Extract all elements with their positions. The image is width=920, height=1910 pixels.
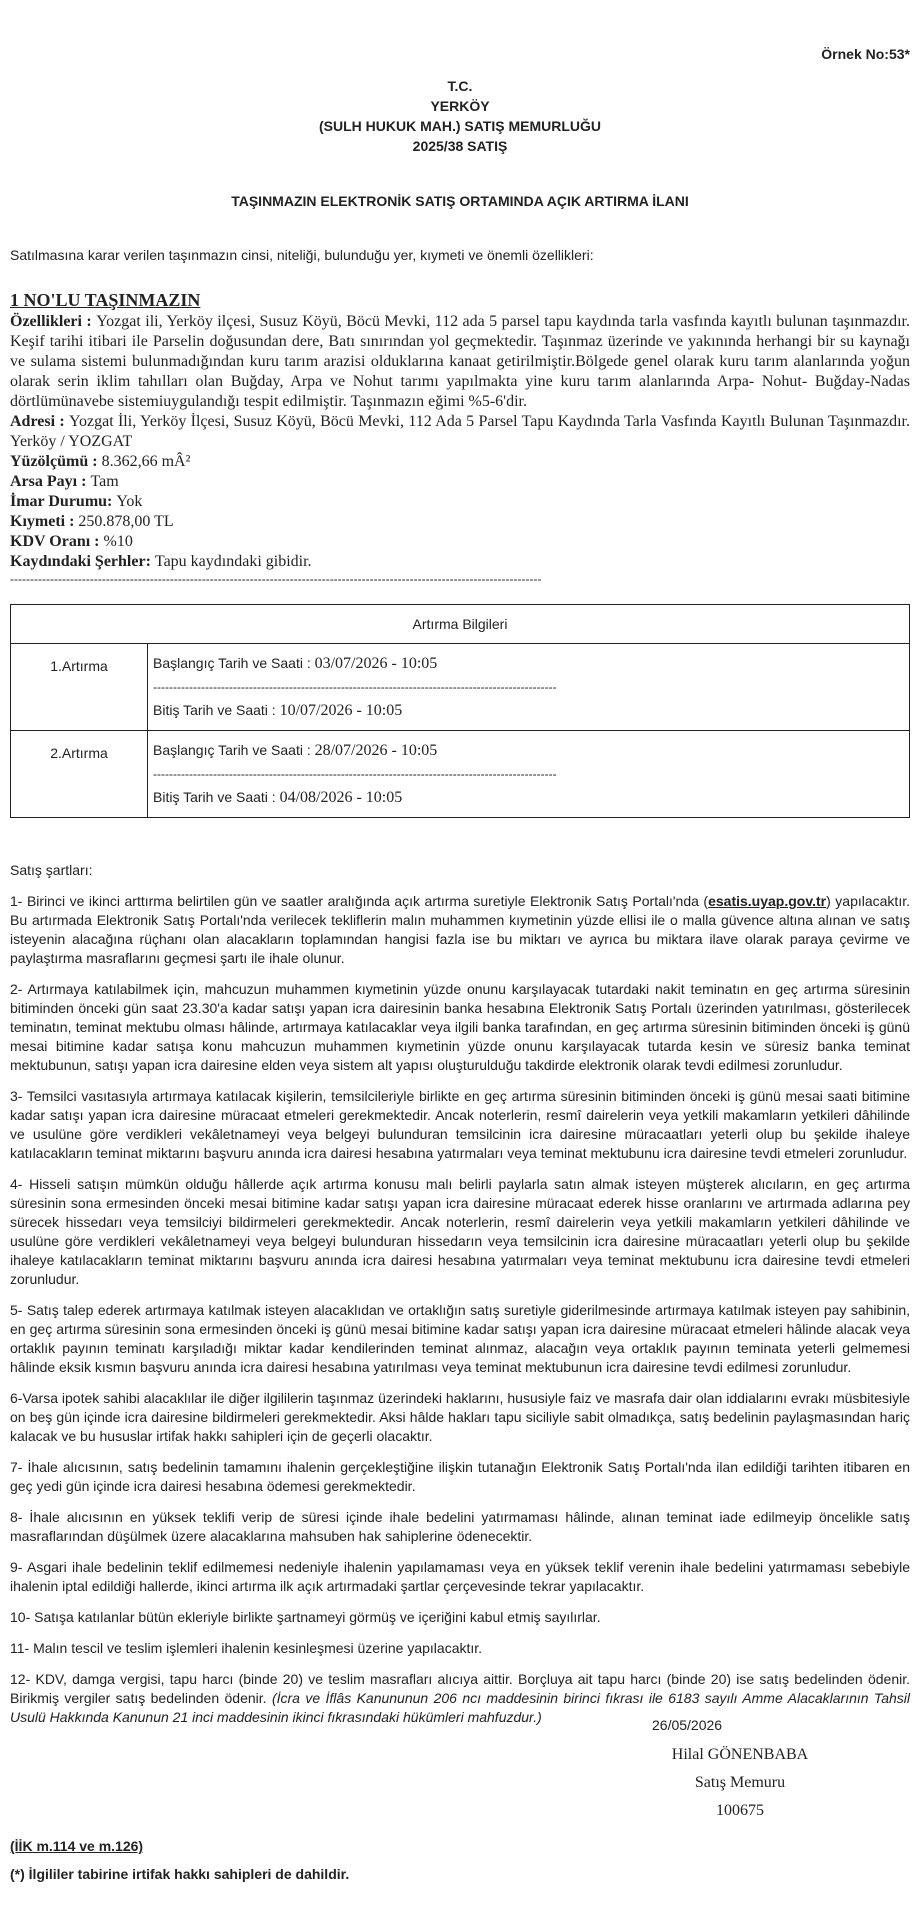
- zoning-label: İmar Durumu:: [10, 493, 117, 510]
- end-value: 10/07/2026 - 10:05: [279, 702, 403, 719]
- property-vat: [10, 532, 910, 552]
- auction-table: [10, 604, 910, 818]
- property-share: [10, 472, 910, 492]
- zoning-value: Yok: [116, 493, 143, 510]
- condition-4: 4- Hisseli satışın mümkün olduğu hâllerde açık artırma konusu malı belirli paylarla satın almak isteyen müşterek alıcıların, en geç artırma süresinin sona ermesinden önceki mesai bitimine kadar satışı yapan icra dairesine müracaat ederek hisse oranlarını ve artırmada adlarına pey sürecek hissedarı veya temsilciyi bildirmeleri gerekmektedir. Ancak noterlerin, resmî dairelerin veya yetkili makamların yetkileri dâhilinde ve usulüne göre verdikleri vekâletnameyi veya belgeyi bulunduran hissedarın veya temsilcinin icra dairesine müracaatları yeterli olup bu şekilde ihaleye katılacakların teminat miktarını başvuru anında icra dairesi hesabına yatırmaları veya teminat mektubunu icra dairesine tevdi etmeleri zorunludur.: [10, 1176, 910, 1287]
- address-value: Yozgat İli, Yerköy İlçesi, Susuz Köyü, Böcü Mevki, 112 Ada 5 Parsel Tapu Kaydında Tarla Vasfında Kayıtlı Bulunan Taşınmazdır. Yerköy / YOZGAT: [10, 413, 910, 450]
- area-value: 8.362,66 mÂ²: [101, 453, 191, 470]
- area-label: Yüzölçümü :: [10, 453, 102, 470]
- condition-1: [10, 892, 910, 968]
- property-annotations: [10, 552, 910, 572]
- auction-round-dates: [148, 731, 910, 818]
- auction-round-name: 2.Artırma: [11, 731, 148, 818]
- value-label: Kıymeti :: [10, 513, 79, 530]
- auction-table-header: Artırma Bilgileri: [11, 605, 910, 644]
- condition-9: 9- Asgari ihale bedelinin teklif edilmemesi nedeniyle ihalenin yapılamaması veya en yüksek teklif verenin ihale bedelini yatırmaması sebebiyle ihalenin iptal edildiği hallerde, ikinci artırma ilk açık artırmadaki şartlar çerçevesinde tekrar yapılacaktır.: [10, 1559, 910, 1594]
- dates-separator: -----------------------------------------------------------------------------------------------------: [153, 768, 557, 780]
- condition-8: 8- İhale alıcısının en yüksek teklifi verip de süresi içinde ihale bedelini yatırmaması hâlinde, alınan teminat iade edilmeyip öncelikle satış masraflarından düşülmek üzere alacaklarına mahsuben hak sahiplerine ödenecektir.: [10, 1509, 910, 1544]
- condition-1-text-b: ) yapılacaktır. Bu artırmada Elektronik Satış Portalı'nda verilecek tekliflerin malın muhammen kıymetinin yüzde ellisi ile o malla güvence altına alınan ve satış isteyenin alacağına rüçhanı olan alacakların toplamından hangisi fazla ise bu miktarı ve ayrıca bu miktara ilave olarak paraya çevirme ve paylaştırma masraflarını geçmesi şartı ile ihale olunur.: [10, 893, 910, 966]
- property-section: [10, 288, 910, 586]
- example-number: Örnek No:53*: [821, 46, 910, 62]
- condition-3: 3- Temsilci vasıtasıyla artırmaya katılacak kişilerin, temsilcileriyle birlikte en geç artırma süresinin bitiminden önceki iş günü mesai saati bitimine kadar satışı yapan icra dairesine müracaat etmeleri gerekmektedir. Ancak noterlerin, resmî dairelerin veya yetkili makamların yetkileri dâhilinde ve usulüne göre verdikleri vekâletnameyi veya belgeyi bulunduran temsilcinin icra dairesine müracaatları yeterli olup bu şekilde ihaleye katılacakların teminat miktarını başvuru anında icra dairesi hesabına yatırmaları veya teminat mektubunu icra dairesine tevdi etmeleri zorunludur.: [10, 1088, 910, 1161]
- notice-title: TAŞINMAZIN ELEKTRONİK SATIŞ ORTAMINDA AÇIK ARTIRMA İLANI: [231, 193, 689, 209]
- condition-2: 2- Artırmaya katılabilmek için, mahcuzun muhammen kıymetinin yüzde onunu karşılayacak tutardaki nakit teminatın en geç artırma süresinin bitiminden önceki gün saat 23.30'a kadar satışı yapan icra dairesinin banka hesabına Elektronik Satış Portalı üzerinden yatırılması, gösterilecek teminatın, teminat mektubu olması hâlinde, artırmaya katılacaklar veya ilgili banka tarafından, en geç artırma süresinin bitiminden önceki iş günü mesai bitimine kadar satışa konu mahcuzun muhammen kıymetinin yüzde onunu karşılayacak tutarda kesin ve süresiz banka teminat mektubunun, satışı yapan icra dairesine elden veya sistem alt yapısı oluşturulduğu takdirde elektronik olarak tevdi edilmesi zorunludur.: [10, 981, 910, 1073]
- condition-12-text: 12- KDV, damga vergisi, tapu harcı (binde 20) ve teslim masrafları alıcıya aittir. Borçluya ait tapu harcı (binde 20) ise satış bedelinden ödenir. Birikmiş vergiler satış bedelinden ödenir.: [10, 1671, 910, 1706]
- condition-1-text-a: 1- Birinci ve ikinci arttırma belirtilen gün ve saatler aralığında açık artırma suretiyle Elektronik Satış Portalı'nda (: [10, 893, 709, 909]
- start-value: 28/07/2026 - 10:05: [314, 742, 438, 759]
- header-line-1: T.C.: [447, 78, 473, 94]
- signer-role: Satış Memuru: [694, 1774, 786, 1791]
- auction-row: [11, 731, 910, 818]
- property-address: [10, 412, 910, 452]
- condition-5: 5- Satış talep ederek artırmaya katılmak isteyen alacaklıdan ve ortaklığın satış suretiyle giderilmesinde artırmaya katılmak isteyen pay sahibinin, en geç artırma süresinin sona ermesinden önceki iş günü mesai bitimine kadar satışı yapan icra dairesine müracaat etmeleri hâlinde alacak veya ortaklık payının teminatı karşıladığı miktar kadar kendilerinden teminat alınmaz, alacağın veya ortaklık payının teminata yeterli gelmemesi hâlinde eksik kısmın başvuru anında icra dairesi hesabına yatırılması veya teminat mektubunun icra dairesine tevdi edilmesi zorunludur.: [10, 1302, 910, 1375]
- condition-10: 10- Satışa katılanlar bütün ekleriyle birlikte şartnameyi görmüş ve içeriğini kabul etmiş sayılırlar.: [10, 1609, 601, 1625]
- esatis-link[interactable]: esatis.uyap.gov.tr: [708, 893, 827, 909]
- header-line-4: 2025/38 SATIŞ: [412, 138, 508, 154]
- start-label: Başlangıç Tarih ve Saati :: [153, 655, 315, 671]
- document-header: [0, 76, 920, 156]
- condition-11: 11- Malın tescil ve teslim işlemleri ihalenin kesinleşmesi üzerine yapılacaktır.: [10, 1640, 483, 1656]
- footer-note: (*) İlgililer tabirine irtifak hakkı sahipleri de dahildir.: [10, 1866, 350, 1882]
- conditions-title: Satış şartları:: [10, 862, 93, 878]
- header-line-3: (SULH HUKUK MAH.) SATIŞ MEMURLUĞU: [318, 118, 602, 134]
- annotations-label: Kaydındaki Şerhler:: [10, 553, 155, 570]
- start-label: Başlangıç Tarih ve Saati :: [153, 742, 315, 758]
- features-value: Yozgat ili, Yerköy ilçesi, Susuz Köyü, Böcü Mevki, 112 ada 5 parsel tapu kaydında tarla vasfında kayıtlı bulunan taşınmazdır. Keşif tarihi itibari ile Parselin doğusundan dere, Batı sınırından yol geçmektedir. Taşınmaz üzerinde ve yakınında herhangi bir su kaynağı ve sulama sistemi bulunmadığından kuru tarım arazisi olduklarına kanaat getirilmiştir.Bölgede genel olarak kuru tarım alanlarında yoğun olarak serin iklim tahılları olan Buğday, Arpa ve Nohut tarımı yapılmakta yine kuru tarım alanlarında Arpa- Nohut- Buğday-Nadas dörtlümünavebe sistemiuygulandığı tespit edilmiştir. Taşınmazın eğimi %5-6'dir.: [10, 313, 911, 410]
- value-value: 250.878,00 TL: [78, 513, 174, 530]
- share-value: Tam: [90, 473, 119, 490]
- property-value: [10, 512, 910, 532]
- signer-name: Hilal GÖNENBABA: [671, 1746, 809, 1763]
- auction-round-name: 1.Artırma: [11, 644, 148, 731]
- end-label: Bitiş Tarih ve Saati :: [153, 789, 280, 805]
- annotations-value: Tapu kaydındaki gibidir.: [154, 553, 312, 570]
- share-label: Arsa Payı :: [10, 473, 91, 490]
- features-label: Özellikleri :: [10, 313, 97, 330]
- property-area: [10, 452, 910, 472]
- signer-id: 100675: [716, 1802, 764, 1819]
- signature-date: 26/05/2026: [652, 1717, 723, 1733]
- property-zoning: [10, 492, 910, 512]
- dates-separator: -----------------------------------------------------------------------------------------------------: [153, 681, 557, 693]
- condition-6: 6-Varsa ipotek sahibi alacaklılar ile diğer ilgililerin taşınmaz üzerindeki haklarını, hususiyle faiz ve masrafa dair olan iddialarını evrakı müsbitesiyle on beş gün içinde icra dairesine bildirmeleri gerekmektedir. Aksi hâlde hakları tapu siciliyle sabit olmadıkça, satış bedelinin paylaşmasından hariç kalacak ve bu hususlar irtifak hakkı sahipleri için de geçerli olacaktır.: [10, 1390, 910, 1444]
- header-line-2: YERKÖY: [430, 98, 490, 114]
- vat-value: %10: [103, 533, 133, 550]
- condition-7: 7- İhale alıcısının, satış bedelinin tamamını ihalenin gerçekleştiğine ilişkin tutanağın Elektronik Satış Portalı'nda ilan edildiği tarihten itibaren en geç yedi gün içinde icra dairesi hesabına ödemesi gerekmektedir.: [10, 1459, 910, 1494]
- property-title: 1 NO'LU TAŞINMAZIN: [10, 290, 201, 310]
- end-label: Bitiş Tarih ve Saati :: [153, 702, 280, 718]
- law-reference: (İİK m.114 ve m.126): [10, 1838, 144, 1854]
- address-label: Adresi :: [10, 413, 70, 430]
- vat-label: KDV Oranı :: [10, 533, 104, 550]
- condition-12: [10, 1670, 910, 1727]
- end-value: 04/08/2026 - 10:05: [279, 789, 403, 806]
- sale-conditions: [10, 861, 910, 1739]
- condition-12-legal-note: (İcra ve İflâs Kanununun 206 ncı maddesinin birinci fıkrası ile 6183 sayılı Amme Alacaklarının Tahsil Usulü Hakkında Kanunun 21 inci maddesinin ikinci fıkrasındaki hükümleri mahfuzdur.): [10, 1690, 910, 1725]
- auction-round-dates: [148, 644, 910, 731]
- start-value: 03/07/2026 - 10:05: [314, 655, 438, 672]
- signature-block: [640, 1741, 840, 1825]
- property-features: [10, 312, 910, 412]
- intro-text: Satılmasına karar verilen taşınmazın cinsi, niteliği, bulunduğu yer, kıymeti ve önemli özellikleri:: [10, 247, 594, 263]
- auction-row: [11, 644, 910, 731]
- property-separator: -------------------------------------------------------------------------------------------------------------------------------------: [10, 572, 542, 586]
